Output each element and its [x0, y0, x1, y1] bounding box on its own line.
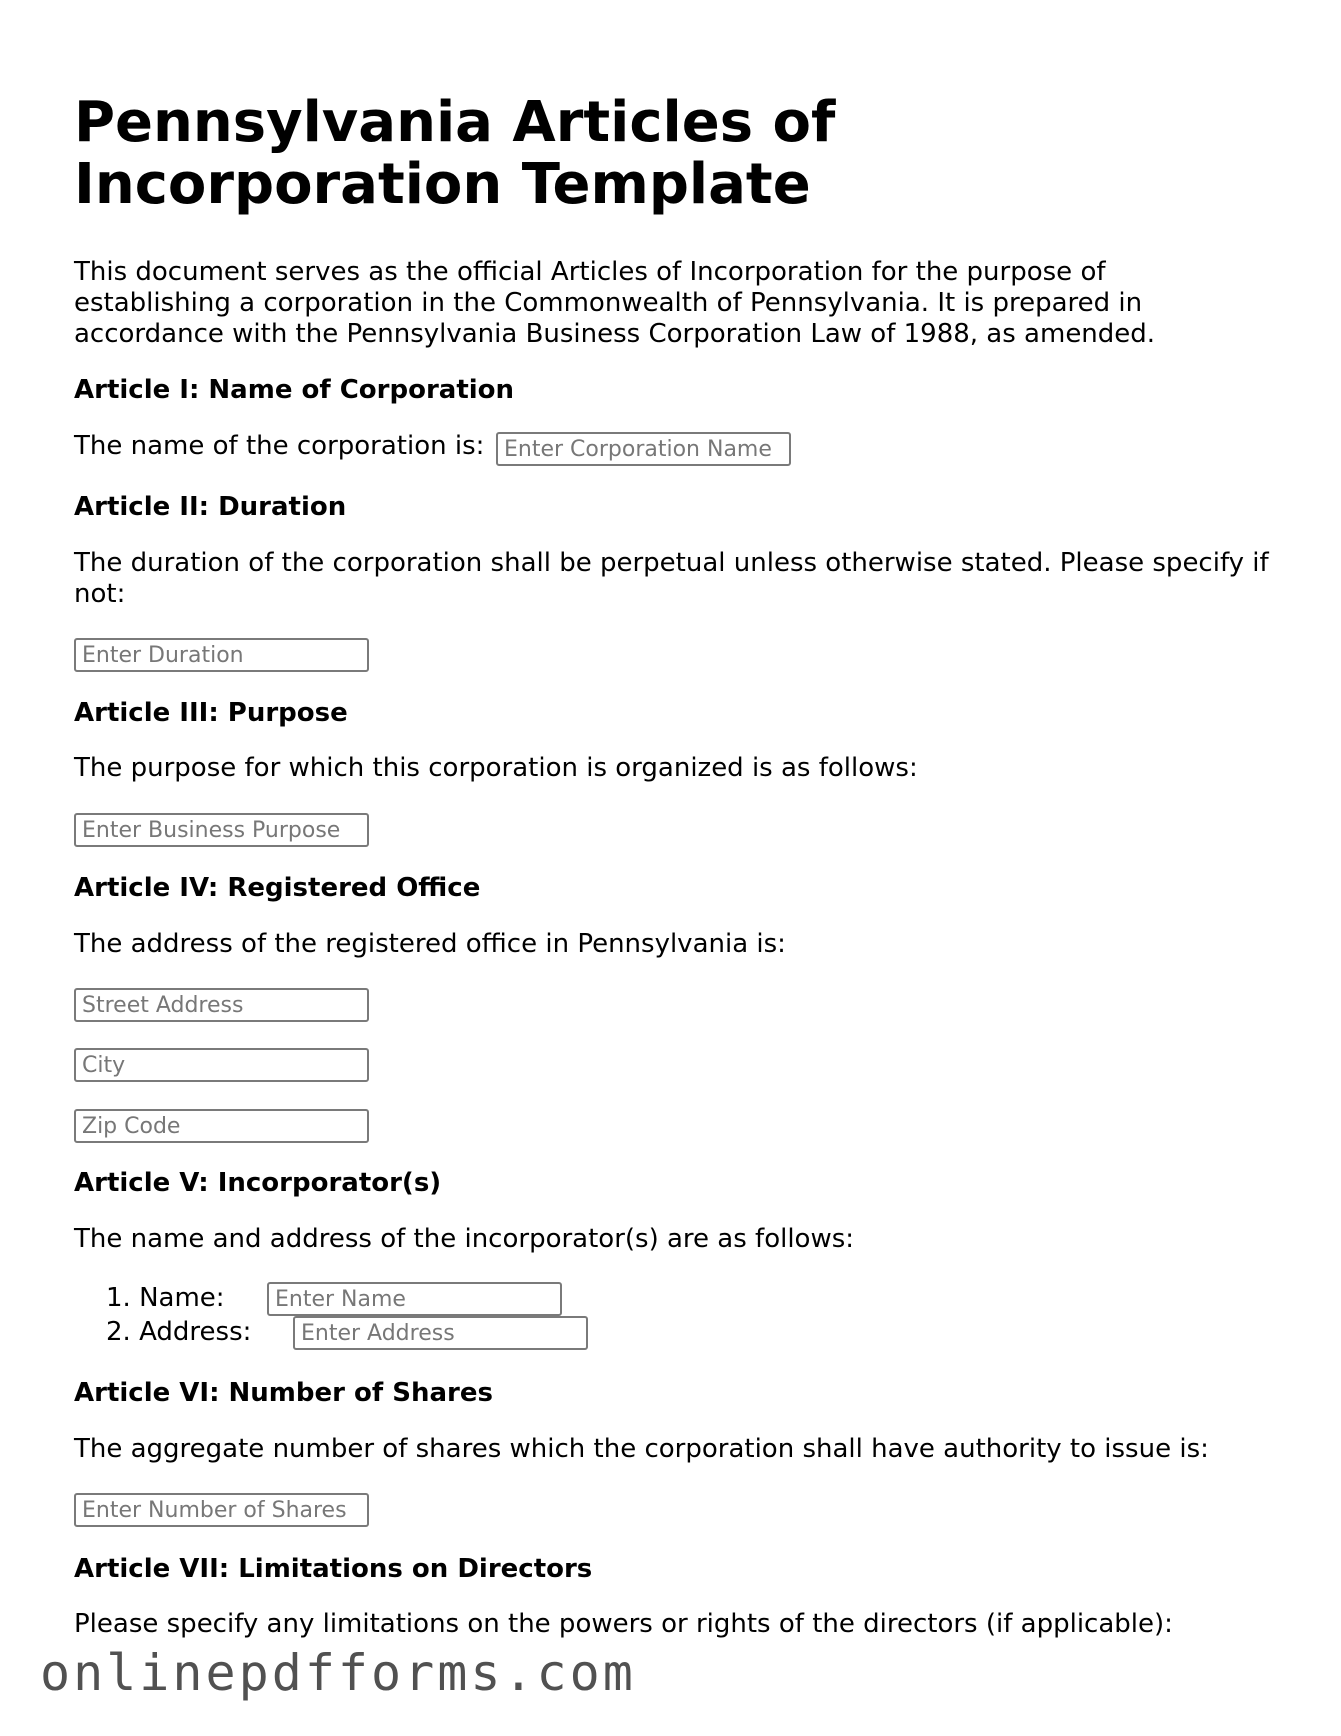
- incorporator-address-input[interactable]: [293, 1316, 588, 1350]
- article-6-heading: Article VI: Number of Shares: [74, 1378, 493, 1408]
- street-address-input[interactable]: [74, 988, 369, 1022]
- incorporator-name-label: Name:: [139, 1283, 225, 1313]
- article-3-heading: Article III: Purpose: [74, 698, 348, 728]
- article-3-text: The purpose for which this corporation is organized is as follows:: [74, 753, 918, 783]
- article-1-heading: Article I: Name of Corporation: [74, 375, 515, 405]
- article-5-text: The name and address of the incorporator(s) are as follows:: [74, 1224, 855, 1254]
- list-item: [106, 1315, 251, 1349]
- duration-input[interactable]: [74, 638, 369, 672]
- incorporator-name-input[interactable]: [267, 1282, 562, 1316]
- number-of-shares-input[interactable]: [74, 1493, 369, 1527]
- article-4-heading: Article IV: Registered Office: [74, 873, 481, 903]
- list-item: [106, 1281, 251, 1315]
- article-7-text: Please specify any limitations on the powers or rights of the directors (if applicable):: [74, 1609, 1173, 1639]
- corporation-name-input[interactable]: [496, 432, 791, 466]
- zip-code-input[interactable]: [74, 1109, 369, 1143]
- incorporator-list: [106, 1281, 251, 1349]
- page-title: Pennsylvania Articles of Incorporation Template: [74, 90, 836, 217]
- article-2-heading: Article II: Duration: [74, 492, 347, 522]
- city-input[interactable]: [74, 1048, 369, 1082]
- article-5-heading: Article V: Incorporator(s): [74, 1168, 442, 1198]
- list-number: 1.: [106, 1283, 131, 1313]
- article-7-heading: Article VII: Limitations on Directors: [74, 1554, 593, 1584]
- article-4-text: The address of the registered office in Pennsylvania is:: [74, 929, 786, 959]
- incorporator-address-label: Address:: [139, 1317, 252, 1347]
- article-6-text: The aggregate number of shares which the corporation shall have authority to issue is:: [74, 1434, 1209, 1464]
- article-1-label: The name of the corporation is:: [74, 431, 485, 461]
- list-number: 2.: [106, 1317, 131, 1347]
- article-2-text: The duration of the corporation shall be perpetual unless otherwise stated. Please specify if not:: [74, 548, 1269, 609]
- business-purpose-input[interactable]: [74, 813, 369, 847]
- site-watermark: onlinepdfforms.com: [40, 1644, 636, 1702]
- intro-paragraph: This document serves as the official Articles of Incorporation for the purpose of establishing a corporation in the Commonwealth of Pennsylvania. It is prepared in accordance with the Pennsylvania Business Corporation Law of 1988, as amended.: [74, 257, 1156, 349]
